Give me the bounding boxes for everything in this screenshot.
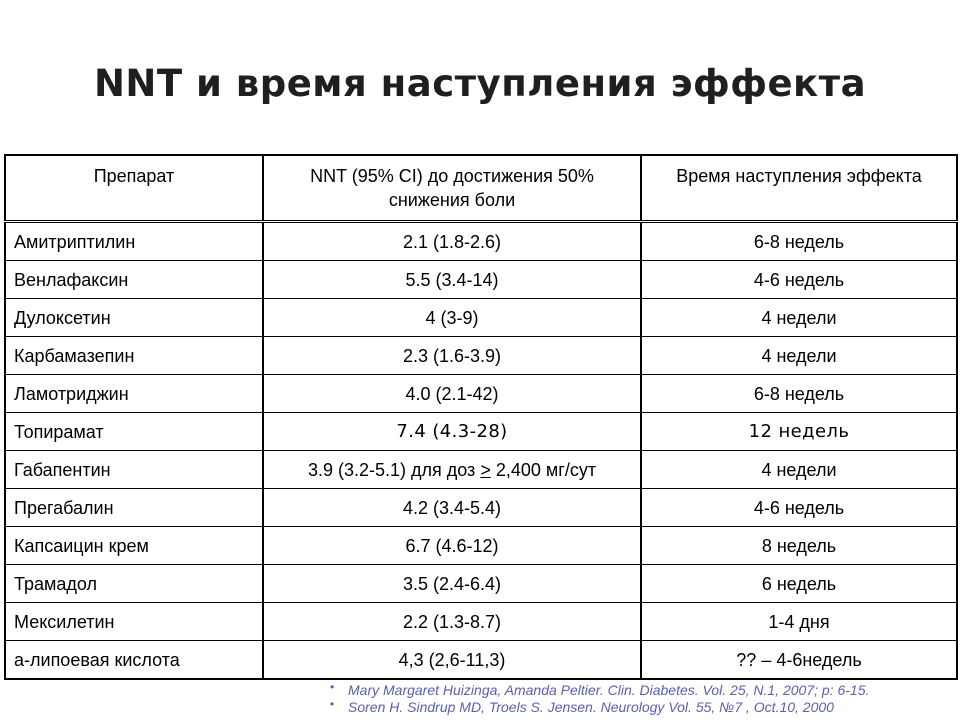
nnt-value: 5.5 (3.4-14): [263, 261, 641, 299]
slide-title: NNT и время наступления эффекта: [93, 62, 867, 105]
nnt-value: 4,3 (2,6-11,3): [263, 641, 641, 680]
table-row: [5, 527, 957, 565]
table-row: [5, 565, 957, 603]
drug-name: Венлафаксин: [5, 261, 263, 299]
bullet-icon: •: [330, 697, 335, 711]
table-row: [5, 299, 957, 337]
drug-name: Трамадол: [5, 565, 263, 603]
header-drug: Препарат: [5, 155, 263, 222]
onset-value: 8 недель: [641, 527, 957, 565]
nnt-value: 2.1 (1.8-2.6): [263, 222, 641, 261]
nnt-value: 6.7 (4.6-12): [263, 527, 641, 565]
table-row: [5, 222, 957, 261]
nnt-value: [263, 451, 641, 489]
onset-value: ?? – 4-6недель: [641, 641, 957, 680]
nnt-value: 7.4 (4.3-28): [263, 413, 641, 451]
table-row: [5, 603, 957, 641]
reference-text: Mary Margaret Huizinga, Amanda Peltier. Clin. Diabetes. Vol. 25, N.1, 2007; p: 6-15.: [348, 682, 870, 698]
onset-value: 6-8 недель: [641, 222, 957, 261]
onset-value: 6-8 недель: [641, 375, 957, 413]
references-list: [320, 682, 960, 716]
drug-name: Габапентин: [5, 451, 263, 489]
nnt-value: 2.2 (1.3-8.7): [263, 603, 641, 641]
onset-value: 4-6 недель: [641, 261, 957, 299]
nnt-value-suffix: 2,400 мг/сут: [490, 459, 597, 480]
reference-item: [320, 682, 960, 699]
table-header-row: [5, 155, 957, 222]
nnt-value: 2.3 (1.6-3.9): [263, 337, 641, 375]
greater-or-equal-symbol: >: [480, 459, 491, 480]
drug-name: Амитриптилин: [5, 222, 263, 261]
onset-value: 12 недель: [641, 413, 957, 451]
table-row: [5, 375, 957, 413]
drug-name: Дулоксетин: [5, 299, 263, 337]
onset-value: 1-4 дня: [641, 603, 957, 641]
table-row: [5, 489, 957, 527]
drug-name: Топирамат: [5, 413, 263, 451]
drug-name: Прегабалин: [5, 489, 263, 527]
drug-name: Мексилетин: [5, 603, 263, 641]
drug-name: а-липоевая кислота: [5, 641, 263, 680]
nnt-value: 4.0 (2.1-42): [263, 375, 641, 413]
bullet-icon: •: [330, 680, 335, 694]
table-row: [5, 641, 957, 680]
nnt-table: [4, 154, 958, 680]
nnt-value: 4 (3-9): [263, 299, 641, 337]
nnt-value: 4.2 (3.4-5.4): [263, 489, 641, 527]
nnt-value-prefix: 3.9 (3.2-5.1) для доз: [307, 459, 481, 480]
reference-item: [320, 699, 960, 716]
table-row: [5, 337, 957, 375]
onset-value: 4 недели: [641, 299, 957, 337]
table-row: [5, 261, 957, 299]
nnt-value: 3.5 (2.4-6.4): [263, 565, 641, 603]
onset-value: 4-6 недель: [641, 489, 957, 527]
drug-name: Капсаицин крем: [5, 527, 263, 565]
header-onset: Время наступления эффекта: [641, 155, 957, 222]
drug-name: Ламотриджин: [5, 375, 263, 413]
reference-text: Soren H. Sindrup MD, Troels S. Jensen. Neurology Vol. 55, №7 , Oct.10, 2000: [348, 699, 834, 715]
table-row: [5, 413, 957, 451]
onset-value: 4 недели: [641, 451, 957, 489]
table-row: [5, 451, 957, 489]
header-nnt: NNT (95% CI) до достижения 50% снижения боли: [263, 155, 641, 222]
drug-name: Карбамазепин: [5, 337, 263, 375]
onset-value: 6 недель: [641, 565, 957, 603]
onset-value: 4 недели: [641, 337, 957, 375]
